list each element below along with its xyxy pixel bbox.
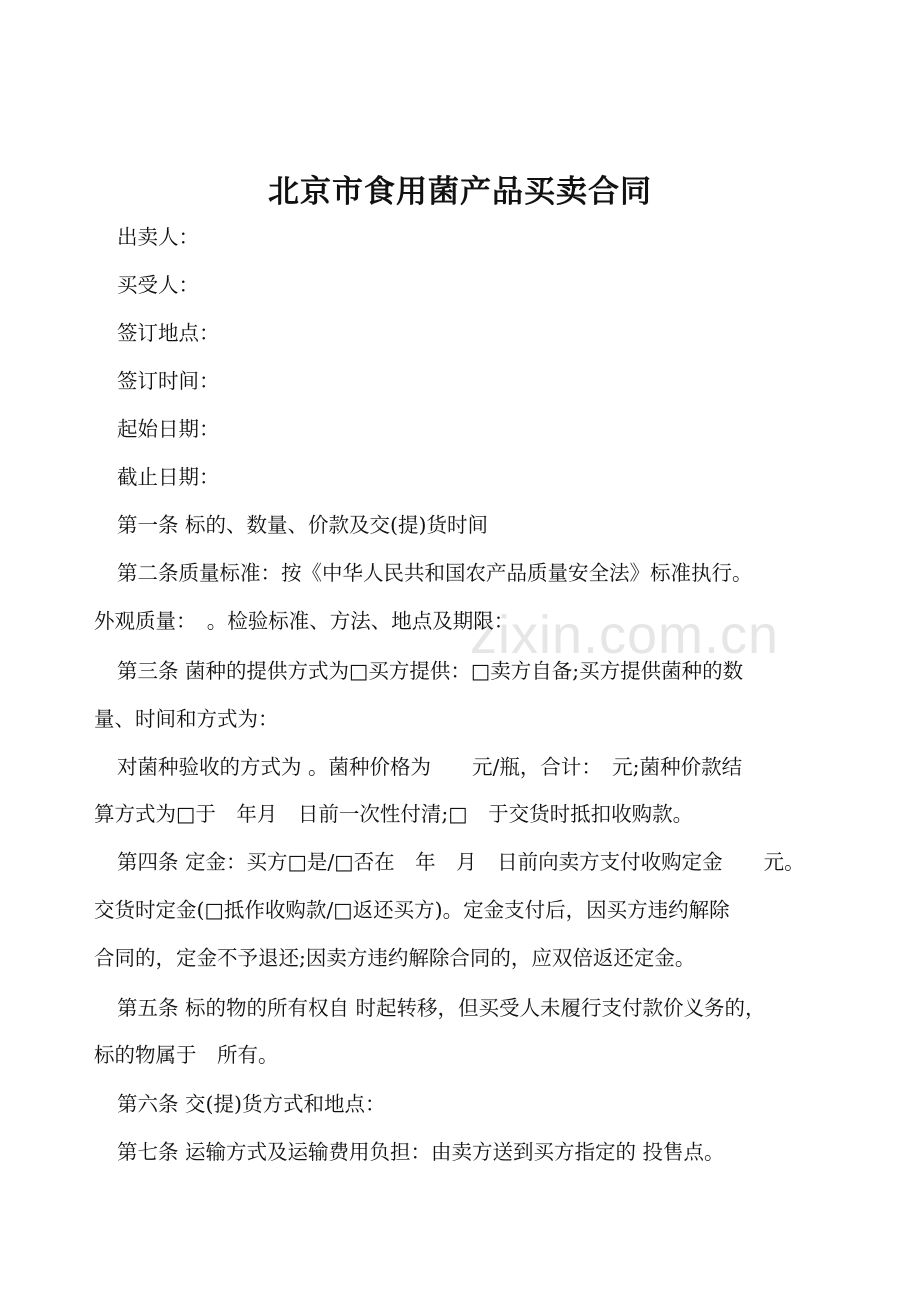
start-date-line: 起始日期： [117, 417, 220, 441]
seed-acceptance-line-2: 算方式为□于 年月 日前一次性付清;□ 于交货时抵扣收购款。 [94, 802, 694, 826]
article-7-line: 第七条 运输方式及运输费用负担：由卖方送到买方指定的 投售点。 [117, 1140, 725, 1164]
article-2-line-2: 外观质量： 。检验标准、方法、地点及期限： [94, 609, 515, 633]
document-title: 北京市食用菌产品买卖合同 [268, 174, 652, 210]
end-date-line: 截止日期： [117, 465, 220, 489]
article-1-line: 第一条 标的、数量、价款及交(提)货时间 [117, 513, 489, 537]
watermark: zixin.com.cn [470, 605, 780, 665]
article-4-line-3: 合同的，定金不予退还;因卖方违约解除合同的，应双倍返还定金。 [94, 946, 696, 970]
signing-time-line: 签订时间： [117, 369, 220, 393]
seed-acceptance-line-1: 对菌种验收的方式为 。菌种价格为 元/瓶，合计： 元;菌种价款结 [117, 755, 743, 779]
article-2-line-1: 第二条质量标准：按《中华人民共和国农产品质量安全法》标准执行。 [117, 561, 753, 585]
article-3-line-1: 第三条 菌种的提供方式为□买方提供：□卖方自备;买方提供菌种的数 [117, 659, 744, 683]
seller-line: 出卖人： [117, 225, 199, 249]
buyer-line: 买受人： [117, 273, 199, 297]
article-5-line-1: 第五条 标的物的所有权自 时起转移，但买受人未履行支付款价义务的， [117, 996, 766, 1020]
signing-place-line: 签订地点： [117, 321, 220, 345]
article-6-line: 第六条 交(提)货方式和地点： [117, 1092, 386, 1116]
article-4-line-2: 交货时定金(□抵作收购款/□返还买方)。定金支付后，因买方违约解除 [94, 898, 730, 922]
article-4-line-1: 第四条 定金：买方□是/□否在 年 月 日前向卖方支付收购定金 元。 [117, 850, 805, 874]
article-3-line-2: 量、时间和方式为： [94, 707, 279, 731]
article-5-line-2: 标的物属于 所有。 [94, 1043, 279, 1067]
